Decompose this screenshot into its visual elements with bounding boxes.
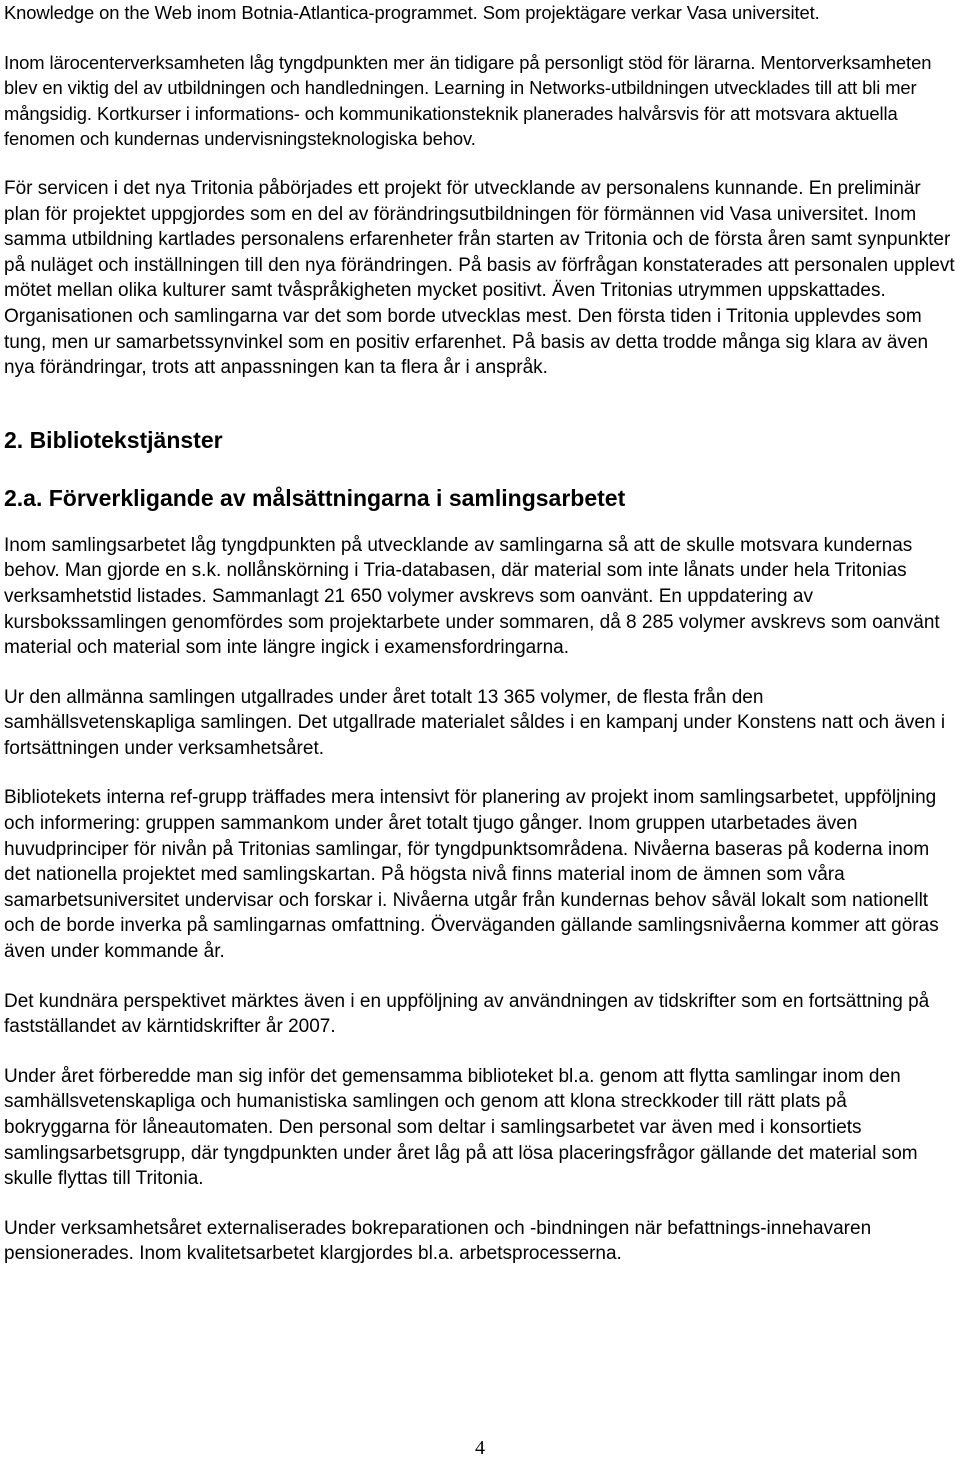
paragraph-larocenter: Inom lärocenterverksamheten låg tyngdpunkten mer än tidigare på personligt stöd för lärarna. Mentorverksamheten blev en viktig del av utbildningen och handledningen. Learning in Networks-utbildningen utvecklades till att bli mer mångsidig. Kortkurser i informations- och kommunikationsteknik planerades halvårsvis för att motsvara aktuella fenomen och kundernas undervisningsteknologiska behov.: [4, 51, 932, 150]
paragraph-botnia-atlantica: Knowledge on the Web inom Botnia-Atlantica-programmet. Som projektägare verkar Vasa universitet.: [4, 2, 820, 23]
paragraph-bokreparation: Under verksamhetsåret externaliserades bokreparationen och -bindningen när befattnings-innehavaren pensionerades. Inom kvalitetsarbetet klargjordes bl.a. arbetsprocesserna.: [4, 1217, 872, 1265]
paragraph-tidskrifter: Det kundnära perspektivet märktes även i en uppföljning av användningen av tidskrifter som en fortsättning på fastställandet av kärntidskrifter år 2007.: [4, 990, 930, 1038]
paragraph-ref-grupp: Bibliotekets interna ref-grupp träffades mera intensivt för planering av projekt inom samlingsarbetet, uppföljning och informering: gruppen sammankom under året totalt tjugo gånger. Inom gruppen utarbetades även huvudprinciper för nivån på Tritonias samlingar, för tyngdpunktsområdena. Nivåerna baseras på koderna inom det nationella projektet med samlingskartan. På högsta nivå finns material inom de ämnen som våra samarbetsuniversitet undervisar och forskar i. Nivåerna utgår från kundernas behov såväl lokalt som nationellt och de borde inverka på samlingarnas omfattning. Överväganden gällande samlingsnivåerna kommer att göras även under kommande år.: [4, 787, 939, 963]
section-heading: 2. Bibliotekstjänster: [4, 426, 223, 453]
paragraph-gemensamma-biblioteket: Under året förberedde man sig inför det gemensamma biblioteket bl.a. genom att flytta samlingar inom den samhällsvetenskapliga och humanistiska samlingen och genom att klona streckkoder till rätt plats på bokryggarna för låneautomaten. Den personal som deltar i samlingsarbetet var även med i konsortiets samlingsarbetsgrupp, där tyngdpunkten under året låg på att lösa placeringsfrågor gällande det material som skulle flyttas till Tritonia.: [4, 1065, 918, 1190]
paragraph-samlingsarbete: Inom samlingsarbetet låg tyngdpunkten på utvecklande av samlingarna så att de skulle motsvara kundernas behov. Man gjorde en s.k. nollånskörning i Tria-databasen, där material som inte lånats under hela Tritonias verksamhetstid listades. Sammanlagt 21 650 volymer avskrevs som oanvänt. En uppdatering av kursbokssamlingen genomfördes som projektarbete under sommaren, då 8 285 volymer avskrevs som oanvänt material och material som inte längre ingick i examensfordringarna.: [4, 534, 940, 659]
page-number: 4: [475, 1437, 485, 1459]
subsection-heading: 2.a. Förverkligande av målsättningarna i samlingsarbetet: [4, 484, 626, 511]
document-page: [4, 0, 956, 1267]
paragraph-tritonia-service: För servicen i det nya Tritonia påbörjades ett projekt för utvecklande av personalens kunnande. En preliminär plan för projektet uppgjordes som en del av förändringsutbildningen för förmännen vid Vasa universitet. Inom samma utbildning kartlades personalens erfarenheter från starten av Tritonia och de första åren samt synpunkter på nuläget och inställningen till den nya förändringen. På basis av förfrågan konstaterades att personalen upplevt mötet mellan olika kulturer samt tvåspråkigheten mycket positivt. Även Tritonias utrymmen uppskattades. Organisationen och samlingarna var det som borde utvecklas mest. Den första tiden i Tritonia upplevdes som tung, men ur samarbetssynvinkel som en positiv erfarenhet. På basis av detta trodde många sig klara av även nya förändringar, trots att anpassningen kan ta flera år i anspråk.: [4, 177, 955, 379]
paragraph-utgallring: Ur den allmänna samlingen utgallrades under året totalt 13 365 volymer, de flesta från den samhällsvetenskapliga samlingen. Det utgallrade materialet såldes i en kampanj under Konstens natt och även i fortsättningen under verksamhetsåret.: [4, 686, 946, 759]
